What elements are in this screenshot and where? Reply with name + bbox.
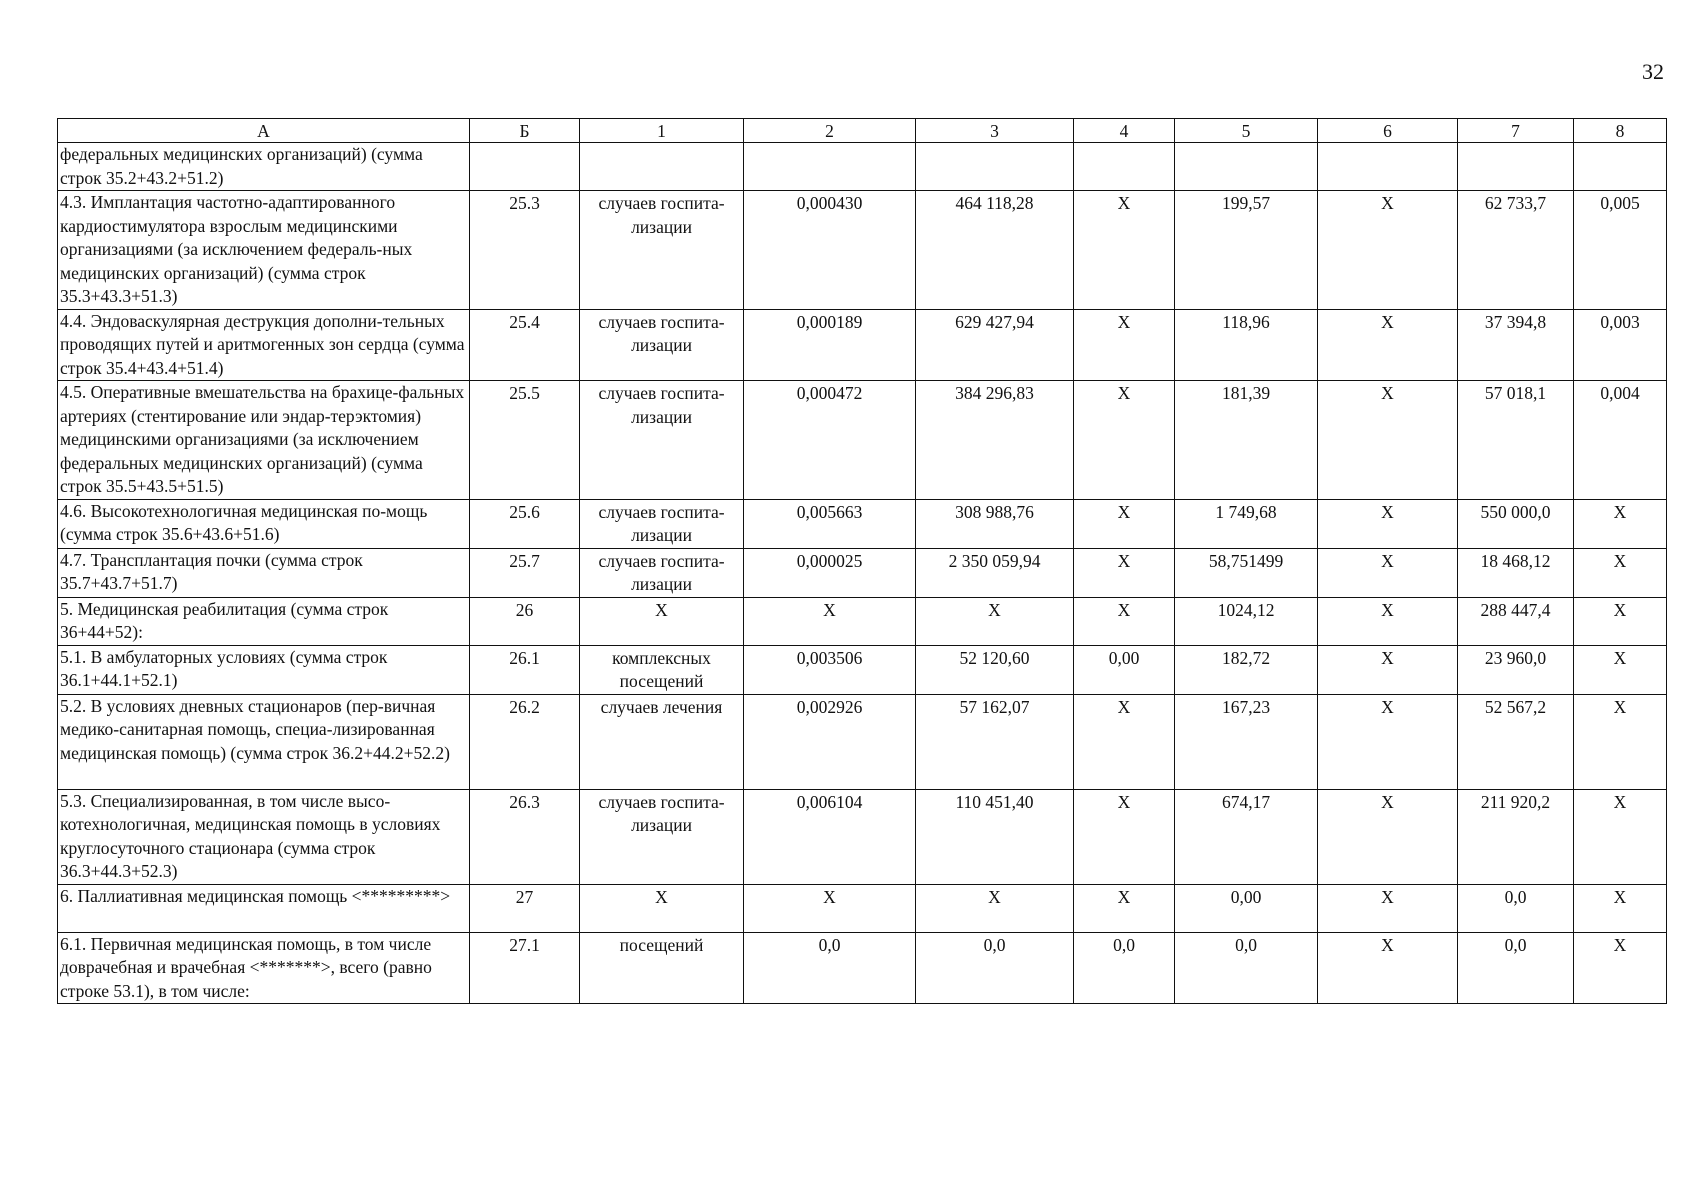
table-cell: X	[1318, 789, 1458, 884]
table-cell: X	[1574, 789, 1667, 884]
table-cell: X	[580, 884, 744, 932]
table-cell: 0,0	[744, 932, 916, 1004]
table-row	[58, 884, 1667, 932]
header-cell: 5	[1175, 119, 1318, 143]
table-cell: X	[1318, 597, 1458, 645]
table-cell: 384 296,83	[916, 381, 1074, 500]
row-name-cell: 6.1. Первичная медицинская помощь, в том числе доврачебная и врачебная <*******>, всего (равно строке 53.1), в том числе:	[58, 932, 470, 1004]
table-cell: X	[1074, 499, 1175, 548]
header-cell: 3	[916, 119, 1074, 143]
table-row	[58, 191, 1667, 310]
table-cell: 0,0	[916, 932, 1074, 1004]
header-cell: 8	[1574, 119, 1667, 143]
table-cell	[1318, 143, 1458, 191]
table-row	[58, 932, 1667, 1004]
header-cell: 4	[1074, 119, 1175, 143]
table-cell: X	[744, 884, 916, 932]
table-cell: 110 451,40	[916, 789, 1074, 884]
table-cell: 0,004	[1574, 381, 1667, 500]
table-cell: X	[1574, 597, 1667, 645]
row-name-cell: 5. Медицинская реабилитация (сумма строк 36+44+52):	[58, 597, 470, 645]
table-cell: 0,006104	[744, 789, 916, 884]
row-name-cell: федеральных медицинских организаций) (сумма строк 35.2+43.2+51.2)	[58, 143, 470, 191]
table-row	[58, 645, 1667, 694]
table-cell: 0,003506	[744, 645, 916, 694]
table-cell: 0,00	[1074, 645, 1175, 694]
table-cell: X	[1318, 499, 1458, 548]
row-name-cell: 4.5. Оперативные вмешательства на брахице-фальных артериях (стентирование или эндар-терэктомия) медицинскими организациями (за исключением федеральных медицинских организаций) (сумма строк 35.5+43.5+51.5)	[58, 381, 470, 500]
row-name-cell: 5.2. В условиях дневных стационаров (пер-вичная медико-санитарная помощь, специа-лизированная медицинская помощь) (сумма строк 36.2+44.2+52.2)	[58, 694, 470, 789]
header-cell: А	[58, 119, 470, 143]
table-cell: случаев лечения	[580, 694, 744, 789]
table-cell: 57 162,07	[916, 694, 1074, 789]
table-cell	[1458, 143, 1574, 191]
table-cell: X	[1074, 789, 1175, 884]
table-cell: 0,002926	[744, 694, 916, 789]
table-cell: X	[1318, 645, 1458, 694]
row-name-cell: 4.4. Эндоваскулярная деструкция дополни-тельных проводящих путей и аритмогенных зон сердца (сумма строк 35.4+43.4+51.4)	[58, 309, 470, 381]
table-cell: 0,000430	[744, 191, 916, 310]
table-cell: 62 733,7	[1458, 191, 1574, 310]
table-cell: 0,0	[1074, 932, 1175, 1004]
table-cell: посещений	[580, 932, 744, 1004]
table-cell	[744, 143, 916, 191]
table-row	[58, 381, 1667, 500]
table-cell: X	[1074, 597, 1175, 645]
table-cell: X	[1074, 191, 1175, 310]
table-cell: X	[1318, 694, 1458, 789]
table-cell: 25.4	[470, 309, 580, 381]
row-name-cell: 6. Паллиативная медицинская помощь <*********>	[58, 884, 470, 932]
table-cell	[1175, 143, 1318, 191]
table-cell: X	[1574, 694, 1667, 789]
table-cell	[1074, 143, 1175, 191]
header-cell: Б	[470, 119, 580, 143]
table-row	[58, 309, 1667, 381]
table-cell: 0,0	[1458, 932, 1574, 1004]
table-row	[58, 143, 1667, 191]
header-cell: 7	[1458, 119, 1574, 143]
table-cell: 27	[470, 884, 580, 932]
table-row	[58, 789, 1667, 884]
data-table	[57, 118, 1667, 1004]
table-cell: 0,0	[1175, 932, 1318, 1004]
table-cell: 2 350 059,94	[916, 548, 1074, 597]
table-row	[58, 694, 1667, 789]
table-cell: 52 567,2	[1458, 694, 1574, 789]
table-cell: случаев госпита-лизации	[580, 548, 744, 597]
table-cell: X	[1074, 694, 1175, 789]
table-cell	[916, 143, 1074, 191]
table-cell: 23 960,0	[1458, 645, 1574, 694]
table-cell: случаев госпита-лизации	[580, 309, 744, 381]
table-cell: 629 427,94	[916, 309, 1074, 381]
table-cell: 26.2	[470, 694, 580, 789]
header-cell: 2	[744, 119, 916, 143]
table-cell	[580, 143, 744, 191]
table-cell: 181,39	[1175, 381, 1318, 500]
table-cell: 0,0	[1458, 884, 1574, 932]
table-cell: X	[1074, 381, 1175, 500]
table-cell: X	[1574, 932, 1667, 1004]
table-cell: 26.3	[470, 789, 580, 884]
row-name-cell: 5.1. В амбулаторных условиях (сумма строк 36.1+44.1+52.1)	[58, 645, 470, 694]
table-cell: 167,23	[1175, 694, 1318, 789]
table-cell: X	[1318, 191, 1458, 310]
table-cell: 37 394,8	[1458, 309, 1574, 381]
row-name-cell: 5.3. Специализированная, в том числе высо-котехнологичная, медицинская помощь в условиях круглосуточного стационара (сумма строк 36.3+44.3+52.3)	[58, 789, 470, 884]
row-name-cell: 4.3. Имплантация частотно-адаптированного кардиостимулятора взрослым медицинскими организациями (за исключением федераль-ных медицинских организаций) (сумма строк 35.3+43.3+51.3)	[58, 191, 470, 310]
table-cell: 25.6	[470, 499, 580, 548]
table-cell: случаев госпита-лизации	[580, 789, 744, 884]
table-row	[58, 597, 1667, 645]
table-cell: 308 988,76	[916, 499, 1074, 548]
table-cell: X	[916, 884, 1074, 932]
table-cell: 58,751499	[1175, 548, 1318, 597]
table-cell: 0,005	[1574, 191, 1667, 310]
table-cell: 25.3	[470, 191, 580, 310]
table-cell	[470, 143, 580, 191]
table-cell: X	[1318, 309, 1458, 381]
row-name-cell: 4.6. Высокотехнологичная медицинская по-мощь (сумма строк 35.6+43.6+51.6)	[58, 499, 470, 548]
table-cell: 199,57	[1175, 191, 1318, 310]
header-row	[58, 119, 1667, 143]
table-cell: X	[1074, 548, 1175, 597]
header-cell: 6	[1318, 119, 1458, 143]
table-cell: X	[580, 597, 744, 645]
table-cell: 118,96	[1175, 309, 1318, 381]
table-cell: X	[916, 597, 1074, 645]
table-cell	[1574, 143, 1667, 191]
table-cell: X	[744, 597, 916, 645]
table-cell: 211 920,2	[1458, 789, 1574, 884]
table-cell: 0,003	[1574, 309, 1667, 381]
table-cell: X	[1318, 381, 1458, 500]
table-cell: X	[1574, 645, 1667, 694]
table-cell: 0,000025	[744, 548, 916, 597]
table-cell: 0,000189	[744, 309, 916, 381]
table-cell: 26	[470, 597, 580, 645]
table-cell: 288 447,4	[1458, 597, 1574, 645]
table-cell: X	[1074, 309, 1175, 381]
table-cell: X	[1318, 932, 1458, 1004]
table-cell: X	[1318, 548, 1458, 597]
table-cell: 674,17	[1175, 789, 1318, 884]
table-cell: 182,72	[1175, 645, 1318, 694]
table-cell: 25.5	[470, 381, 580, 500]
table-cell: X	[1318, 884, 1458, 932]
table-cell: случаев госпита-лизации	[580, 381, 744, 500]
table-row	[58, 499, 1667, 548]
table-cell: X	[1574, 884, 1667, 932]
table-cell: 0,005663	[744, 499, 916, 548]
table-cell: 550 000,0	[1458, 499, 1574, 548]
table-cell: 1024,12	[1175, 597, 1318, 645]
table-cell: 57 018,1	[1458, 381, 1574, 500]
table-cell: 25.7	[470, 548, 580, 597]
table-cell: 0,00	[1175, 884, 1318, 932]
header-cell: 1	[580, 119, 744, 143]
row-name-cell: 4.7. Трансплантация почки (сумма строк 35.7+43.7+51.7)	[58, 548, 470, 597]
table-cell: 27.1	[470, 932, 580, 1004]
table-row	[58, 548, 1667, 597]
table-cell: случаев госпита-лизации	[580, 499, 744, 548]
table-cell: комплексных посещений	[580, 645, 744, 694]
table-cell: 52 120,60	[916, 645, 1074, 694]
table-cell: X	[1574, 548, 1667, 597]
table-cell: 1 749,68	[1175, 499, 1318, 548]
table-cell: X	[1074, 884, 1175, 932]
table-cell: 464 118,28	[916, 191, 1074, 310]
page-number: 32	[1642, 59, 1664, 84]
table-cell: 18 468,12	[1458, 548, 1574, 597]
table-cell: 0,000472	[744, 381, 916, 500]
table-cell: X	[1574, 499, 1667, 548]
table-cell: 26.1	[470, 645, 580, 694]
table-cell: случаев госпита-лизации	[580, 191, 744, 310]
